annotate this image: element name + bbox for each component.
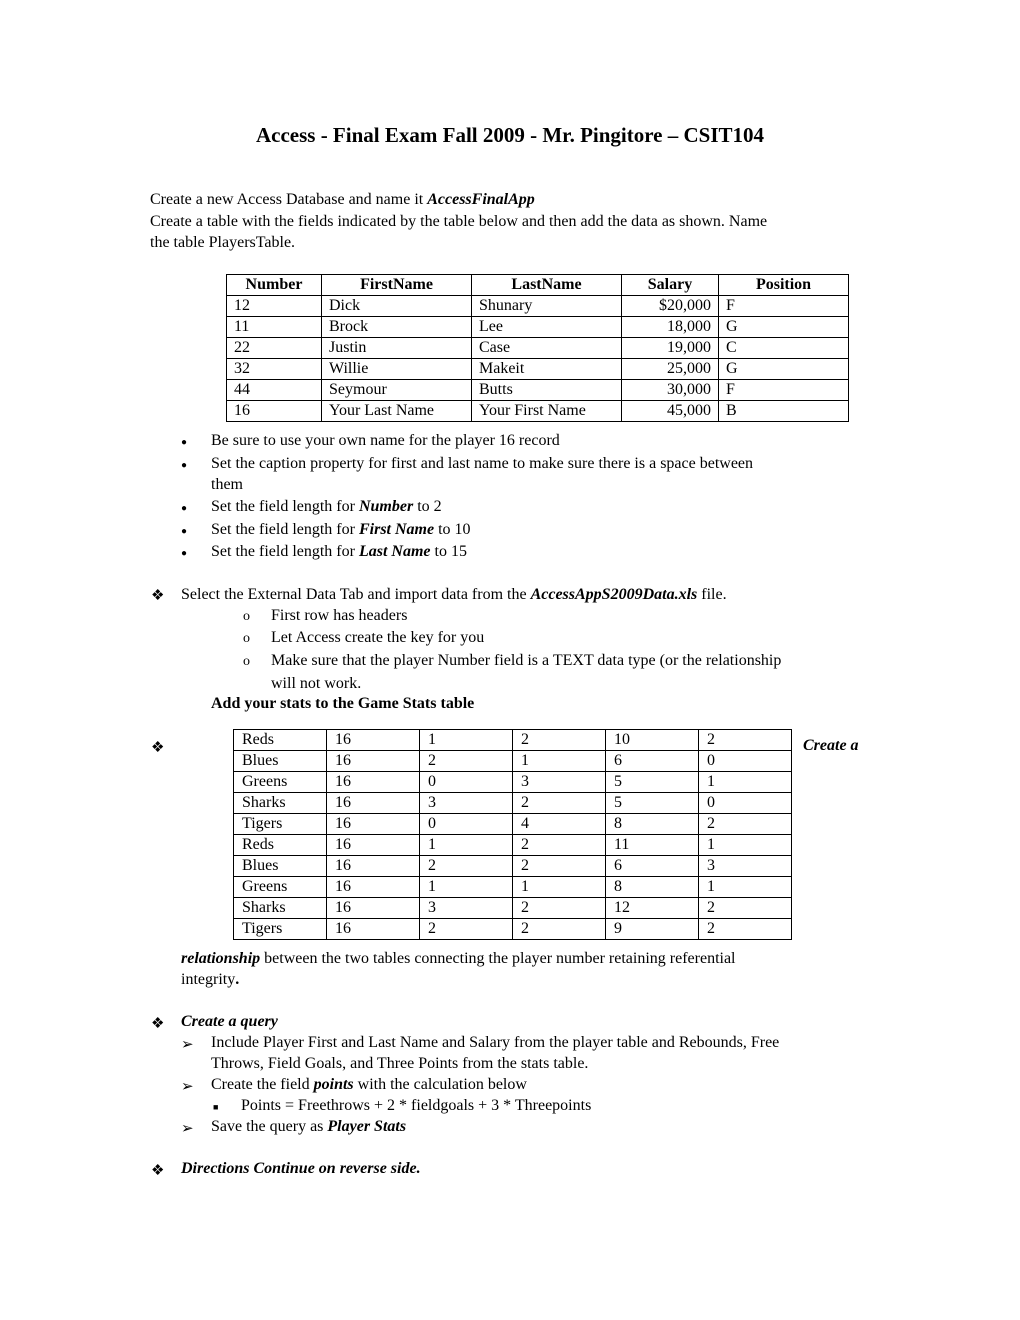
cell: 2	[699, 898, 792, 919]
table-row	[227, 380, 849, 401]
cell: 2	[699, 814, 792, 835]
cell: 32	[227, 359, 322, 380]
cell: 12	[606, 898, 699, 919]
section-heading: Add your stats to the Game Stats table	[211, 695, 475, 712]
bullet-icon: ●	[181, 460, 188, 471]
column-header: Number	[227, 275, 322, 296]
table-row	[234, 835, 792, 856]
cell: G	[719, 359, 849, 380]
table-header-row	[227, 275, 849, 296]
cell: 0	[699, 751, 792, 772]
cell: Sharks	[234, 793, 327, 814]
cell: Shunary	[472, 296, 622, 317]
cell: 16	[327, 751, 420, 772]
bullet-icon: ●	[181, 503, 188, 514]
game-stats-table	[233, 729, 792, 940]
cell: Your Last Name	[322, 401, 472, 422]
cell: 2	[420, 856, 513, 877]
cell: 2	[513, 835, 606, 856]
cell: 16	[227, 401, 322, 422]
relationship-instruction: relationship between the two tables connecting the player number retaining referential	[181, 950, 736, 967]
cell: 8	[606, 814, 699, 835]
create-a-label: Create a	[803, 737, 859, 754]
cell: 1	[513, 877, 606, 898]
cell: 2	[513, 793, 606, 814]
cell: Reds	[234, 730, 327, 751]
circle-bullet-icon: o	[243, 609, 250, 624]
formula: Points = Freethrows + 2 * fieldgoals + 3 * Threepoints	[241, 1097, 592, 1114]
cell: 22	[227, 338, 322, 359]
cell: 12	[227, 296, 322, 317]
cell: 25,000	[622, 359, 719, 380]
table-row	[234, 898, 792, 919]
diamond-bullet-icon: ❖	[151, 1163, 165, 1179]
cell: B	[719, 401, 849, 422]
list-item-continued: them	[211, 476, 243, 493]
list-item: Set the caption property for first and last name to make sure there is a space between	[211, 455, 754, 472]
cell: Brock	[322, 317, 472, 338]
bullet-icon: ●	[181, 548, 188, 559]
list-item-continued: Throws, Field Goals, and Three Points from the stats table.	[211, 1055, 589, 1072]
cell: Blues	[234, 856, 327, 877]
cell: 18,000	[622, 317, 719, 338]
cell: 0	[420, 814, 513, 835]
cell: 3	[699, 856, 792, 877]
sub-item-continued: will not work.	[271, 675, 362, 692]
list-item: Include Player First and Last Name and Salary from the player table and Rebounds, Free	[211, 1034, 780, 1051]
cell: 19,000	[622, 338, 719, 359]
cell: 4	[513, 814, 606, 835]
cell: 16	[327, 919, 420, 940]
cell: Butts	[472, 380, 622, 401]
square-bullet-icon: ■	[213, 1102, 219, 1112]
cell: 5	[606, 772, 699, 793]
intro-line-1: Create a new Access Database and name it AccessFinalApp	[150, 191, 535, 208]
cell: 1	[420, 835, 513, 856]
cell: 1	[420, 730, 513, 751]
cell: 8	[606, 877, 699, 898]
cell: 2	[699, 919, 792, 940]
cell: Justin	[322, 338, 472, 359]
cell: 2	[420, 919, 513, 940]
relationship-instruction-continued: integrity.	[181, 971, 240, 988]
cell: 11	[606, 835, 699, 856]
cell: 16	[327, 856, 420, 877]
bullet-icon: ●	[181, 526, 188, 537]
list-item: Be sure to use your own name for the player 16 record	[211, 432, 560, 449]
sub-item: Make sure that the player Number field is a TEXT data type (or the relationship	[271, 652, 782, 669]
cell: F	[719, 380, 849, 401]
cell: 2	[420, 751, 513, 772]
table-row	[234, 751, 792, 772]
table-row	[234, 877, 792, 898]
circle-bullet-icon: o	[243, 631, 250, 646]
cell: Sharks	[234, 898, 327, 919]
table-row	[234, 730, 792, 751]
diamond-bullet-icon: ❖	[151, 740, 165, 756]
table-row	[227, 296, 849, 317]
cell: 3	[513, 772, 606, 793]
table-row	[234, 814, 792, 835]
cell: 16	[327, 772, 420, 793]
cell: Blues	[234, 751, 327, 772]
cell: 16	[327, 898, 420, 919]
cell: $20,000	[622, 296, 719, 317]
cell: 2	[513, 919, 606, 940]
cell: 1	[420, 877, 513, 898]
cell: Tigers	[234, 814, 327, 835]
table-row	[227, 401, 849, 422]
table-row	[234, 856, 792, 877]
table-row	[234, 919, 792, 940]
table-row	[227, 317, 849, 338]
cell: 2	[513, 898, 606, 919]
footer-note: Directions Continue on reverse side.	[181, 1160, 421, 1177]
cell: 3	[420, 793, 513, 814]
intro-line-3: the table PlayersTable.	[150, 234, 296, 251]
list-item: Set the field length for First Name to 10	[211, 521, 471, 538]
cell: 16	[327, 814, 420, 835]
cell: 6	[606, 856, 699, 877]
players-table	[226, 274, 849, 422]
diamond-bullet-icon: ❖	[151, 1016, 165, 1032]
cell: Tigers	[234, 919, 327, 940]
cell: 1	[699, 877, 792, 898]
table-row	[234, 793, 792, 814]
intro-line-2: Create a table with the fields indicated by the table below and then add the data as shown. Name	[150, 213, 768, 230]
column-header: Salary	[622, 275, 719, 296]
import-instruction: Select the External Data Tab and import data from the AccessAppS2009Data.xls file.	[181, 586, 727, 603]
cell: Dick	[322, 296, 472, 317]
cell: 2	[513, 856, 606, 877]
sub-item: Let Access create the key for you	[271, 629, 485, 646]
cell: 2	[699, 730, 792, 751]
cell: Willie	[322, 359, 472, 380]
cell: 6	[606, 751, 699, 772]
cell: Lee	[472, 317, 622, 338]
cell: 5	[606, 793, 699, 814]
cell: Makeit	[472, 359, 622, 380]
cell: 0	[699, 793, 792, 814]
cell: 9	[606, 919, 699, 940]
cell: 3	[420, 898, 513, 919]
table-row	[227, 338, 849, 359]
cell: 11	[227, 317, 322, 338]
cell: Your First Name	[472, 401, 622, 422]
cell: Greens	[234, 877, 327, 898]
cell: 16	[327, 877, 420, 898]
table-row	[234, 772, 792, 793]
page-title: Access - Final Exam Fall 2009 - Mr. Pingitore – CSIT104	[255, 123, 765, 147]
cell: Reds	[234, 835, 327, 856]
arrow-bullet-icon: ➢	[181, 1037, 194, 1053]
cell: 45,000	[622, 401, 719, 422]
cell: 0	[420, 772, 513, 793]
cell: G	[719, 317, 849, 338]
arrow-bullet-icon: ➢	[181, 1121, 194, 1137]
cell: C	[719, 338, 849, 359]
cell: 1	[699, 772, 792, 793]
data-file-name: AccessAppS2009Data.xls	[530, 586, 698, 603]
cell: Greens	[234, 772, 327, 793]
cell: Seymour	[322, 380, 472, 401]
bullet-icon: ●	[181, 437, 188, 448]
cell: 1	[513, 751, 606, 772]
cell: Case	[472, 338, 622, 359]
circle-bullet-icon: o	[243, 654, 250, 669]
column-header: FirstName	[322, 275, 472, 296]
list-item: Set the field length for Last Name to 15	[211, 543, 467, 560]
column-header: LastName	[472, 275, 622, 296]
table-row	[227, 359, 849, 380]
cell: 16	[327, 793, 420, 814]
cell: 10	[606, 730, 699, 751]
cell: 16	[327, 730, 420, 751]
diamond-bullet-icon: ❖	[151, 588, 165, 604]
list-item: Create the field points with the calculation below	[211, 1076, 527, 1093]
list-item: Save the query as Player Stats	[211, 1118, 407, 1135]
section-heading: Create a query	[181, 1013, 278, 1030]
sub-item: First row has headers	[271, 607, 408, 624]
cell: 1	[699, 835, 792, 856]
database-name: AccessFinalApp	[427, 191, 535, 208]
cell: 44	[227, 380, 322, 401]
list-item: Set the field length for Number to 2	[211, 498, 442, 515]
cell: 2	[513, 730, 606, 751]
cell: 16	[327, 835, 420, 856]
cell: F	[719, 296, 849, 317]
cell: 30,000	[622, 380, 719, 401]
arrow-bullet-icon: ➢	[181, 1079, 194, 1095]
column-header: Position	[719, 275, 849, 296]
